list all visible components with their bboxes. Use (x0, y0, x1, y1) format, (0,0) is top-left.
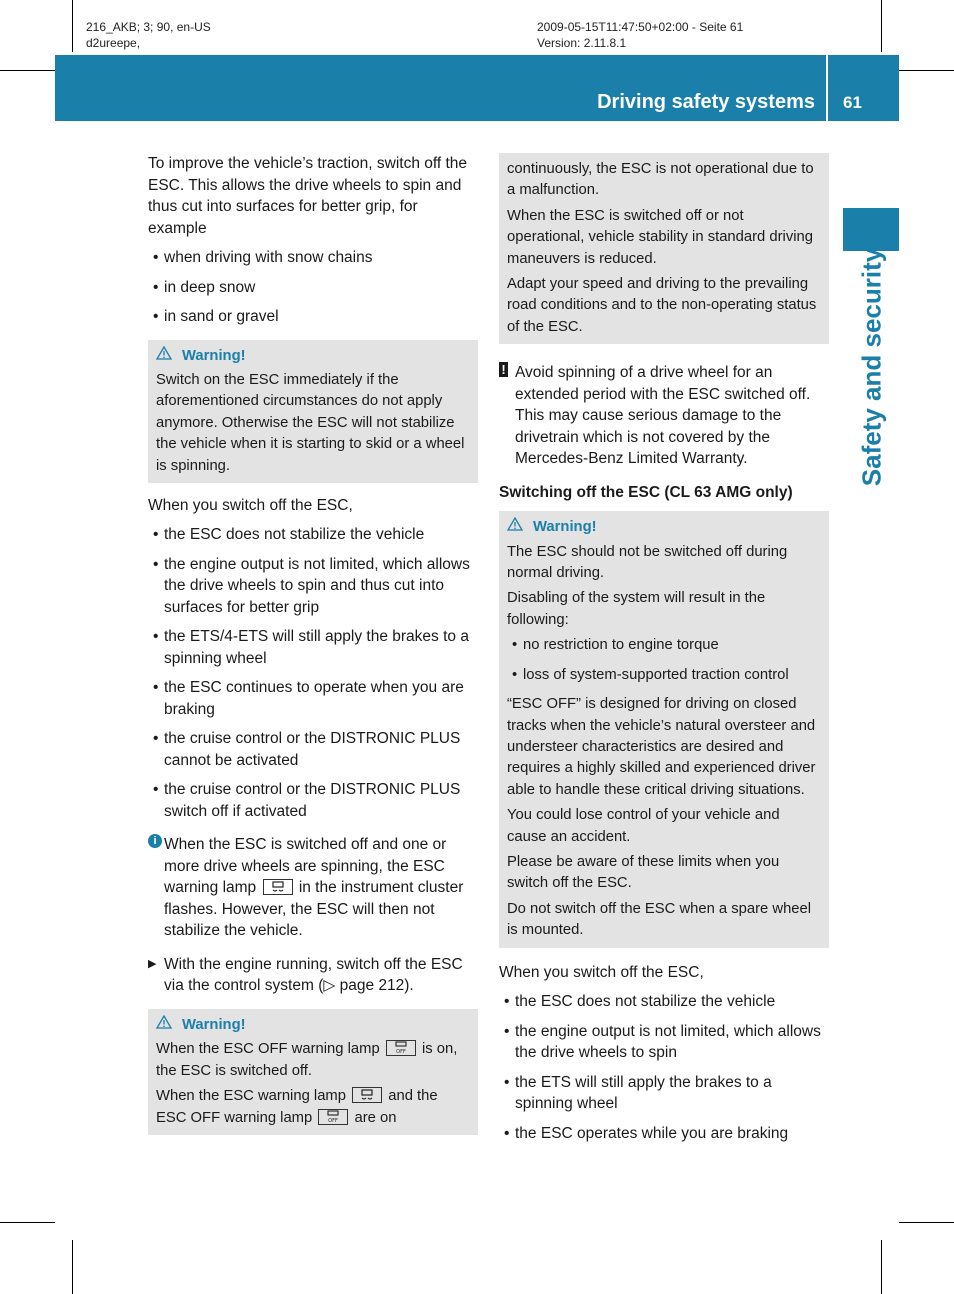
crop-mark (0, 70, 55, 71)
list-item-text: the cruise control or the DISTRONIC PLUS cannot be activated (164, 730, 461, 769)
crop-mark (72, 0, 73, 52)
attention-note (499, 362, 829, 470)
meta-line: 216_AKB; 3; 90, en-US (86, 20, 211, 34)
warning-text: Switch on the ESC immediately if the aforementioned circumstances do not apply anymore. Otherwise the ESC will not stabilize the vehicle when it is starting to skid or a wheel is spinning. (156, 371, 465, 474)
right-column (499, 153, 829, 1152)
warning-text: The ESC should not be switched off during normal driving. (507, 543, 788, 582)
warning-text-segment: When the ESC OFF warning lamp (156, 1041, 380, 1058)
list-item: • when driving with snow chains (153, 249, 373, 266)
meta-line: d2ureepe, (86, 36, 141, 50)
warning-box (148, 340, 478, 483)
warning-text (156, 1086, 470, 1129)
list-item: • the engine output is not limited, which allows the drive wheels to spin (504, 1022, 821, 1062)
left-column (148, 153, 478, 1147)
warning-text: When the ESC is switched off or not operational, vehicle stability in standard driving maneuvers is reduced. (507, 207, 813, 267)
warning-text-segment: When the ESC warning lamp (156, 1088, 346, 1105)
list-item: • the engine output is not limited, which allows the drive wheels to spin and thus cut into surfaces for better grip (153, 555, 470, 616)
warning-text: Do not switch off the ESC when a spare wheel is mounted. (507, 900, 812, 939)
warning-text: Please be aware of these limits when you switch off the ESC. (507, 853, 780, 892)
side-tab-marker (843, 208, 899, 251)
esc-off-warning-lamp-icon (386, 1040, 416, 1056)
warning-text-segment: are on (354, 1109, 397, 1126)
attention-text: Avoid spinning of a drive wheel for an extended period with the ESC switched off. This may cause serious damage to the drivetrain which is not covered by the Mercedes-Benz Limited Warranty. (515, 364, 811, 468)
warning-box (148, 1009, 478, 1135)
list-item: • the ESC continues to operate when you are braking (153, 679, 464, 718)
instruction-step (148, 954, 478, 997)
crop-mark (881, 1240, 882, 1294)
warning-title: Warning! (533, 519, 597, 536)
crop-mark (881, 0, 882, 52)
warning-box (499, 511, 829, 947)
print-meta-left (86, 19, 211, 51)
list-item-text: when driving with snow chains (164, 249, 373, 266)
list-item: • the ESC operates while you are braking (504, 1124, 789, 1142)
list-item-text: the engine output is not limited, which allows the drive wheels to spin (515, 1022, 821, 1062)
warning-text (156, 1039, 470, 1082)
warning-text-segment: is on, the ESC is switched off. (156, 1041, 458, 1079)
svg-text:OFF: OFF (328, 1117, 339, 1124)
list-item: • the ETS will still apply the brakes to a spinning wheel (504, 1073, 772, 1113)
switch-off-lead: When you switch off the ESC, (148, 496, 353, 514)
crop-mark (0, 1222, 55, 1223)
info-note (148, 834, 478, 942)
list-item-text: the ETS/4-ETS will still apply the brakes to a spinning wheel (164, 628, 469, 667)
info-text-part2: in the instrument cluster flashes. However, the ESC will then not stabilize the vehicle. (164, 879, 464, 940)
warning-text: “ESC OFF” is designed for driving on closed tracks when the vehicle’s natural oversteer and understeer characteristics are desired and requires a highly skilled and experienced driver able to handle these critical driving situations. (507, 696, 816, 798)
step-arrow-icon: ▶ (148, 957, 157, 970)
warning-text: Adapt your speed and driving to the prevailing road conditions and to the non-operating status of the ESC. (507, 276, 817, 335)
esc-warning-lamp-icon (263, 879, 293, 895)
list-item: • loss of system-supported traction control (512, 666, 789, 683)
list-item-text: no restriction to engine torque (523, 637, 719, 654)
section-title: Driving safety systems (597, 91, 815, 113)
meta-line: Version: 2.11.8.1 (537, 36, 627, 50)
warning-text: continuously, the ESC is not operational due to a malfunction. (507, 161, 814, 199)
list-item: • the cruise control or the DISTRONIC PLUS cannot be activated (153, 730, 461, 769)
list-item-text: in sand or gravel (164, 308, 279, 325)
crop-mark (899, 70, 954, 71)
list-item: • the ESC does not stabilize the vehicle (153, 526, 425, 544)
page-ref-arrow-icon: ▷ (323, 977, 336, 995)
svg-text:OFF: OFF (395, 1049, 406, 1056)
warning-text: You could lose control of your vehicle and cause an accident. (507, 807, 780, 845)
section-banner (55, 55, 899, 121)
esc-off-warning-lamp-icon (318, 1109, 348, 1125)
list-item: • in deep snow (153, 278, 256, 296)
warning-triangle-icon (156, 346, 172, 367)
meta-line: 2009-05-15T11:47:50+02:00 - Seite 61 (537, 20, 744, 34)
list-item-text: the engine output is not limited, which allows the drive wheels to spin and thus cut into surfaces for better grip (164, 555, 470, 616)
info-icon: i (148, 834, 162, 848)
list-item-text: the ESC does not stabilize the vehicle (515, 993, 776, 1011)
list-item-text: in deep snow (164, 278, 256, 296)
print-meta-right (537, 19, 743, 51)
warning-box-continued (499, 153, 829, 344)
warning-triangle-icon (156, 1015, 172, 1036)
list-item: • no restriction to engine torque (512, 637, 719, 654)
list-item-text: the ESC operates while you are braking (515, 1124, 789, 1142)
list-item-text: the cruise control or the DISTRONIC PLUS switch off if activated (164, 781, 461, 820)
warning-text: Disabling of the system will result in the following: (507, 590, 766, 628)
warning-triangle-icon (507, 517, 523, 538)
switch-off-lead: When you switch off the ESC, (499, 963, 704, 981)
warning-title: Warning! (182, 347, 246, 364)
warning-title: Warning! (182, 1016, 246, 1033)
intro-paragraph: To improve the vehicle’s traction, switch off the ESC. This allows the drive wheels to spin and thus cut into surfaces for better grip, for example (148, 155, 468, 237)
crop-mark (899, 1222, 954, 1223)
list-item: • the ESC does not stabilize the vehicle (504, 993, 776, 1011)
list-item: • the ETS/4-ETS will still apply the brakes to a spinning wheel (153, 628, 469, 667)
warning-heading (507, 517, 821, 538)
step-text-part2: page 212). (335, 977, 414, 995)
list-item-text: loss of system-supported traction control (523, 666, 789, 683)
warning-text-segment: and the ESC OFF warning lamp (156, 1088, 438, 1126)
list-item: • in sand or gravel (153, 308, 279, 325)
page-number: 61 (843, 93, 862, 112)
crop-mark (72, 1240, 73, 1294)
subheading: Switching off the ESC (CL 63 AMG only) (499, 483, 793, 501)
warning-heading (156, 1015, 470, 1036)
banner-divider (826, 55, 828, 121)
list-item-text: the ESC does not stabilize the vehicle (164, 526, 425, 544)
list-item-text: the ETS will still apply the brakes to a spinning wheel (515, 1073, 772, 1113)
side-tab-label: Safety and security (856, 247, 887, 487)
list-item-text: the ESC continues to operate when you are braking (164, 679, 464, 718)
info-text-part1: When the ESC is switched off and one or more drive wheels are spinning, the ESC warning lamp (164, 836, 447, 897)
warning-heading (156, 346, 470, 367)
list-item: • the cruise control or the DISTRONIC PLUS switch off if activated (153, 781, 461, 820)
esc-warning-lamp-icon (352, 1087, 382, 1103)
step-text-part1: With the engine running, switch off the ESC via the control system ( (164, 955, 463, 995)
exclamation-icon: ! (499, 362, 508, 377)
